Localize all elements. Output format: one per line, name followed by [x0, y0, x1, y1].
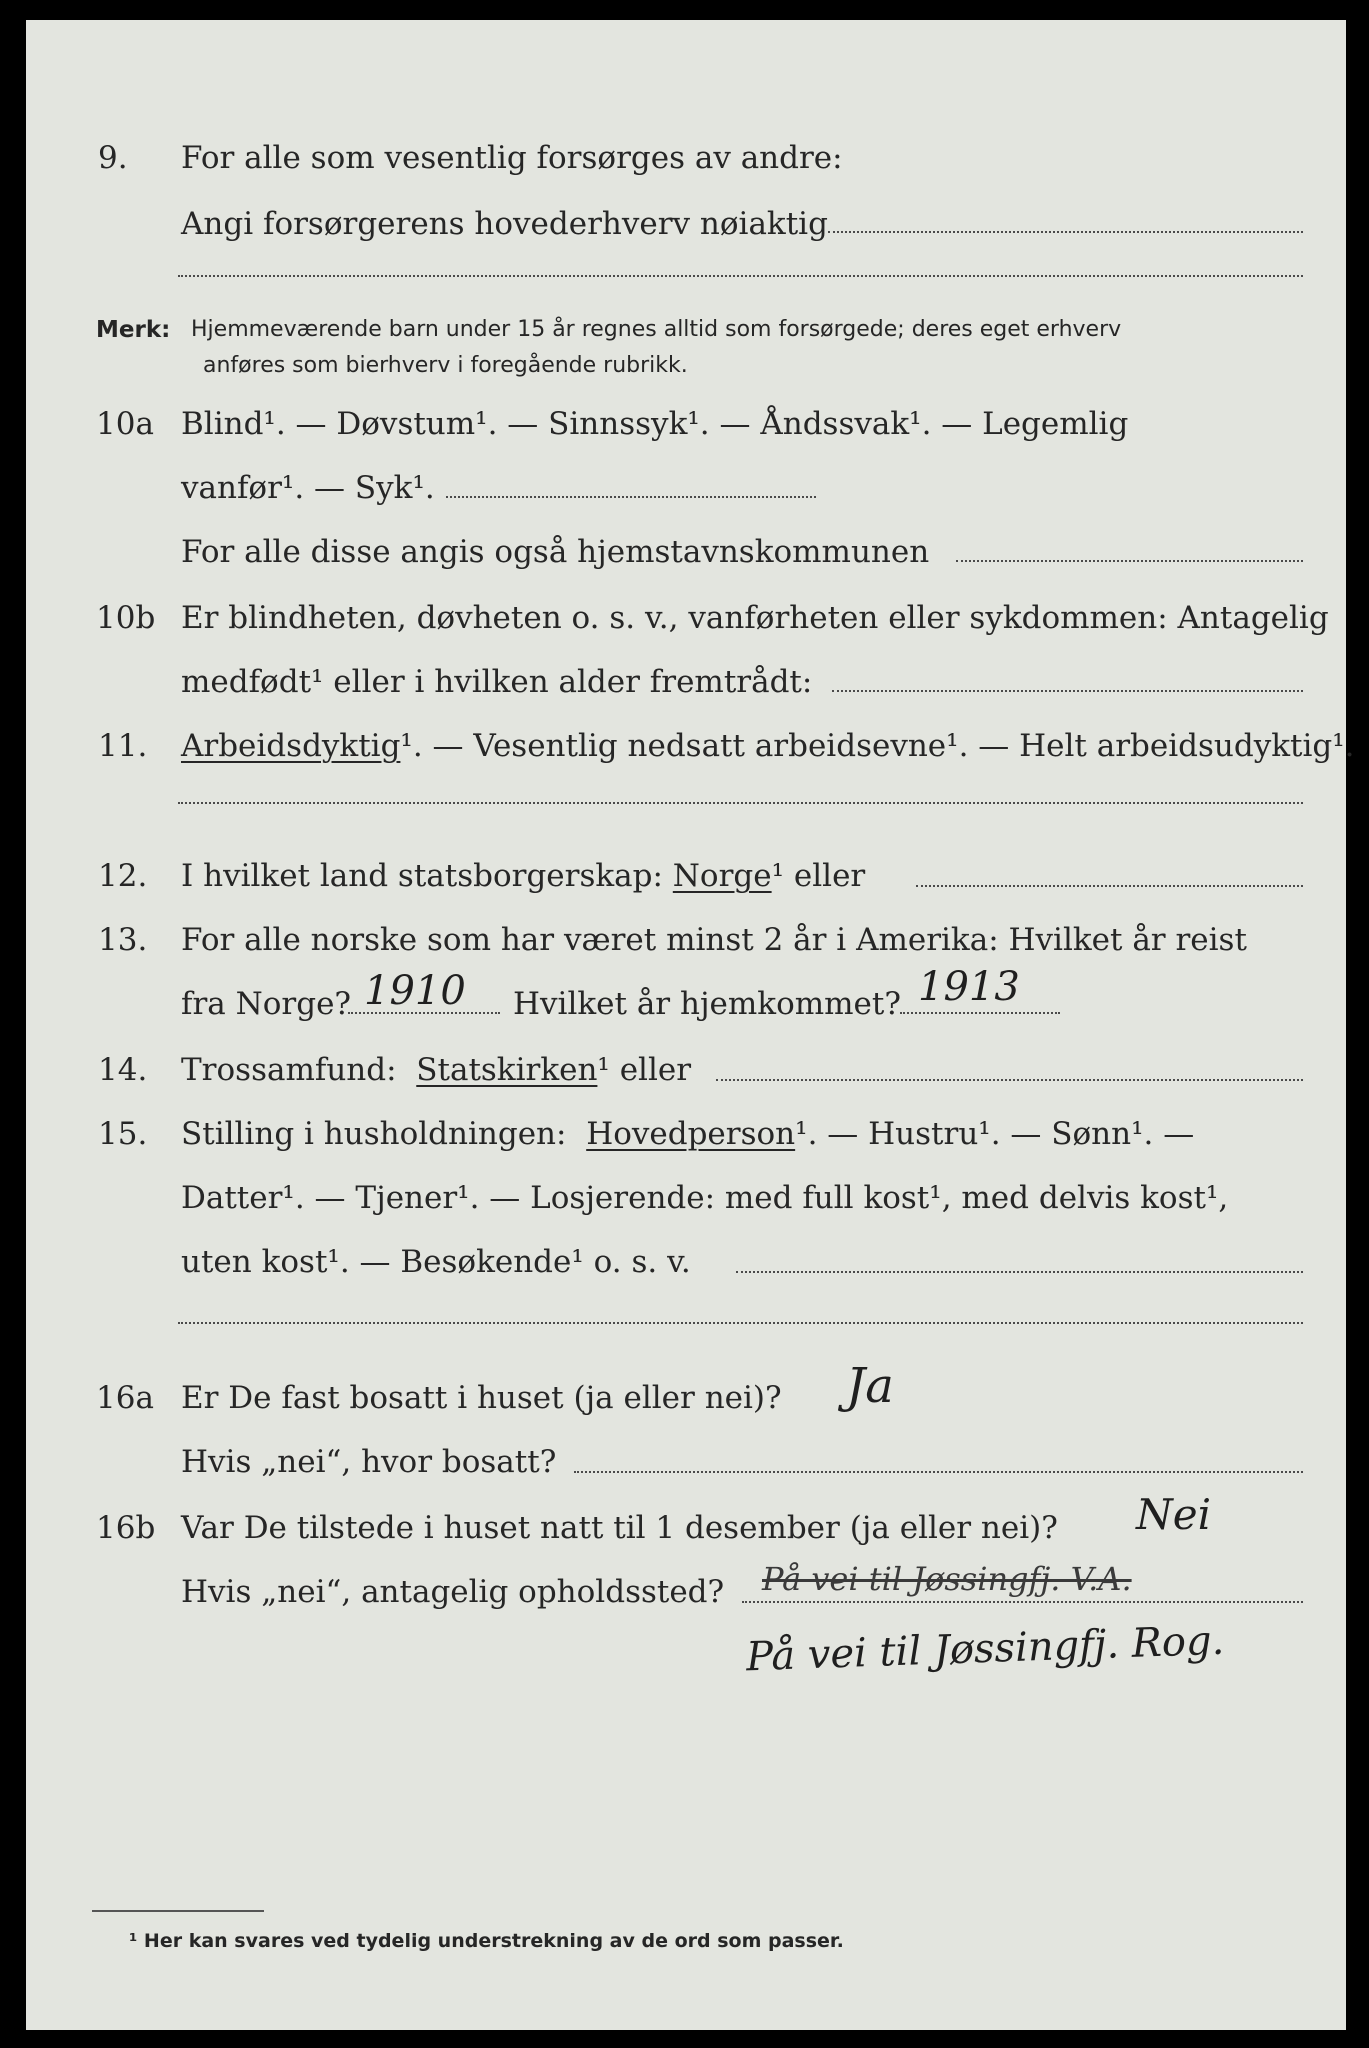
q9-text-2: Angi forsørgerens hovederhverv nøiaktig [181, 206, 828, 242]
q15-text: Stilling i husholdningen: Hovedperson¹. — Hustru¹. — Sønn¹. — [181, 1116, 1195, 1152]
q14-text: Trossamfund: Statskirken¹ eller [181, 1052, 692, 1088]
q9-number: 9. [98, 140, 128, 176]
q14-number: 14. [98, 1052, 148, 1088]
q10a-text-2: vanfør¹. — Syk¹. [181, 470, 435, 506]
q16b-answer-2-handwritten: På vei til Jøssingfj. Rog. [745, 1617, 1225, 1681]
q13-number: 13. [98, 922, 148, 958]
q13-text: For alle norske som har været minst 2 år i Amerika: Hvilket år reist [181, 922, 1247, 958]
q11-marked-option: Arbeidsdyktig [181, 728, 401, 764]
q11-text [181, 728, 1355, 764]
q10a-answer-line[interactable] [446, 496, 816, 498]
q16b-struck-answer: På vei til Jøssingfj. V.A. [762, 1560, 1132, 1598]
merk-text: Hjemmeværende barn under 15 år regnes alltid som forsørgede; deres eget erhverv [191, 317, 1122, 342]
q15-text-2: Datter¹. — Tjener¹. — Losjerende: med full kost¹, med delvis kost¹, [181, 1180, 1229, 1216]
q16b-text: Var De tilstede i huset natt til 1 desember (ja eller nei)? [181, 1510, 1058, 1546]
footnote: ¹ Her kan svares ved tydelig understrekning av de ord som passer. [129, 1930, 844, 1952]
q12-marked-option: Norge [672, 858, 772, 894]
q15-marked-option: Hovedperson [586, 1116, 796, 1152]
q12-text: I hvilket land statsborgerskap: Norge¹ eller [181, 858, 866, 894]
q15-number: 15. [98, 1116, 148, 1152]
q11-rest: ¹. — Vesentlig nedsatt arbeidsevne¹. — Helt arbeidsudyktig¹. [400, 728, 1355, 764]
footnote-rule [92, 1910, 264, 1912]
q10b-text: Er blindheten, døvheten o. s. v., vanførheten eller sykdommen: Antagelig [181, 600, 1329, 636]
q15-answer-line-2[interactable] [178, 1322, 1303, 1324]
q13-answer-2-handwritten: 1913 [918, 964, 1020, 1010]
q10a-hjemstavn-line[interactable] [956, 560, 1303, 562]
q10b-text-2: medfødt¹ eller i hvilken alder fremtrådt: [181, 664, 813, 700]
q10a-text-3: For alle disse angis også hjemstavnskommunen [181, 534, 930, 570]
q16b-text-2: Hvis „nei“, antagelig opholdssted? [181, 1574, 725, 1610]
q15-text-3: uten kost¹. — Besøkende¹ o. s. v. [181, 1244, 691, 1280]
q16b-number: 16b [96, 1510, 156, 1546]
census-form-page [26, 20, 1355, 2030]
q13-text-2b: Hvilket år hjemkommet? [513, 986, 901, 1022]
q16a-text: Er De fast bosatt i huset (ja eller nei)? [181, 1380, 782, 1416]
q10a-text: Blind¹. — Døvstum¹. — Sinnssyk¹. — Åndssvak¹. — Legemlig [181, 406, 1129, 442]
merk-label: Merk: [96, 317, 171, 343]
merk-text-2: anføres som bierhverv i foregående rubrikk. [203, 353, 688, 378]
q16a-answer-line[interactable] [574, 1471, 1303, 1473]
q16b-answer-line[interactable] [742, 1601, 1303, 1603]
q9-text: For alle som vesentlig forsørges av andre: [181, 140, 843, 176]
q13-text-2a: fra Norge? [181, 986, 352, 1022]
q12-number: 12. [98, 858, 148, 894]
q14-marked-option: Statskirken [416, 1052, 598, 1088]
q16a-answer-handwritten: Ja [846, 1358, 894, 1414]
q11-answer-line[interactable] [178, 802, 1303, 804]
q12-answer-line[interactable] [916, 885, 1303, 887]
q9-answer-line-2[interactable] [178, 275, 1303, 277]
q14-answer-line[interactable] [716, 1079, 1303, 1081]
q10a-number: 10a [96, 406, 154, 442]
q16a-number: 16a [96, 1380, 154, 1416]
q9-answer-line[interactable] [828, 231, 1303, 233]
q13-answer-1-handwritten: 1910 [364, 968, 466, 1014]
q10b-answer-line[interactable] [832, 690, 1303, 692]
q16a-text-2: Hvis „nei“, hvor bosatt? [181, 1444, 557, 1480]
q10b-number: 10b [96, 600, 156, 636]
q16b-answer-handwritten: Nei [1136, 1490, 1212, 1539]
q11-number: 11. [98, 728, 148, 764]
q13-answer-line-2[interactable] [900, 1012, 1060, 1014]
q15-answer-line[interactable] [736, 1271, 1303, 1273]
